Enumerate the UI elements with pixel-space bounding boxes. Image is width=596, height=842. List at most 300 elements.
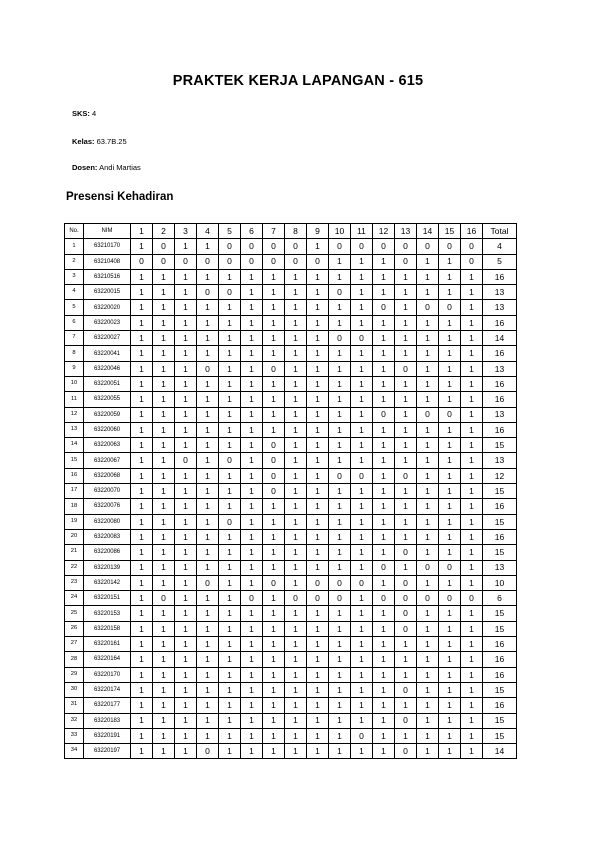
attendance-cell: 1: [263, 331, 285, 346]
attendance-cell: 1: [439, 331, 461, 346]
attendance-cell: 1: [373, 575, 395, 590]
row-number: 18: [65, 499, 84, 514]
attendance-cell: 1: [263, 407, 285, 422]
attendance-cell: 1: [241, 269, 263, 284]
attendance-cell: 1: [263, 606, 285, 621]
attendance-cell: 1: [417, 728, 439, 743]
attendance-cell: 1: [197, 484, 219, 499]
attendance-cell: 1: [153, 713, 175, 728]
attendance-cell: 1: [241, 682, 263, 697]
attendance-cell: 1: [131, 545, 153, 560]
attendance-cell: 0: [395, 254, 417, 269]
attendance-cell: 1: [285, 606, 307, 621]
attendance-cell: 1: [373, 422, 395, 437]
attendance-cell: 1: [307, 376, 329, 391]
attendance-cell: 1: [197, 728, 219, 743]
table-row: [65, 392, 517, 407]
attendance-cell: 1: [175, 652, 197, 667]
attendance-cell: 1: [329, 728, 351, 743]
attendance-cell: 0: [395, 591, 417, 606]
dosen-line: [72, 163, 141, 172]
attendance-cell: 1: [439, 637, 461, 652]
attendance-cell: 1: [175, 239, 197, 254]
student-nim: 63220060: [84, 422, 131, 437]
attendance-cell: 1: [175, 545, 197, 560]
row-number: 25: [65, 606, 84, 621]
attendance-cell: 1: [351, 682, 373, 697]
attendance-cell: 1: [197, 392, 219, 407]
attendance-cell: 1: [241, 285, 263, 300]
student-nim: 63220041: [84, 346, 131, 361]
attendance-cell: 1: [329, 361, 351, 376]
row-total: 5: [483, 254, 517, 269]
table-row: [65, 713, 517, 728]
table-row: [65, 376, 517, 391]
attendance-cell: 1: [285, 422, 307, 437]
attendance-cell: 1: [263, 713, 285, 728]
attendance-cell: 1: [373, 667, 395, 682]
attendance-cell: 1: [307, 713, 329, 728]
attendance-cell: 1: [417, 346, 439, 361]
attendance-cell: 1: [197, 376, 219, 391]
attendance-cell: 1: [373, 606, 395, 621]
attendance-cell: 1: [439, 728, 461, 743]
attendance-cell: 1: [285, 545, 307, 560]
attendance-cell: 1: [373, 453, 395, 468]
attendance-cell: 1: [417, 269, 439, 284]
attendance-cell: 1: [197, 698, 219, 713]
header-session-12: 12: [373, 224, 395, 239]
attendance-cell: 1: [197, 652, 219, 667]
attendance-cell: 1: [329, 407, 351, 422]
attendance-cell: 0: [263, 468, 285, 483]
attendance-cell: 1: [395, 269, 417, 284]
student-nim: 63220139: [84, 560, 131, 575]
attendance-cell: 1: [153, 682, 175, 697]
header-session-11: 11: [351, 224, 373, 239]
attendance-cell: 1: [153, 499, 175, 514]
attendance-cell: 1: [131, 361, 153, 376]
attendance-cell: 1: [417, 315, 439, 330]
attendance-cell: 1: [329, 560, 351, 575]
attendance-cell: 1: [131, 606, 153, 621]
student-nim: 63220174: [84, 682, 131, 697]
attendance-cell: 1: [263, 315, 285, 330]
attendance-cell: 1: [175, 621, 197, 636]
attendance-cell: 1: [241, 346, 263, 361]
attendance-cell: 1: [329, 315, 351, 330]
header-session-14: 14: [417, 224, 439, 239]
attendance-cell: 1: [461, 713, 483, 728]
row-number: 17: [65, 484, 84, 499]
attendance-cell: 1: [131, 637, 153, 652]
dosen-value: Andi Martias: [99, 163, 141, 172]
row-total: 15: [483, 682, 517, 697]
attendance-cell: 1: [285, 667, 307, 682]
section-title: Presensi Kehadiran: [66, 191, 174, 203]
row-number: 22: [65, 560, 84, 575]
attendance-cell: 1: [461, 514, 483, 529]
table-row: [65, 606, 517, 621]
attendance-cell: 1: [329, 484, 351, 499]
attendance-cell: 1: [131, 713, 153, 728]
attendance-cell: 0: [373, 407, 395, 422]
attendance-cell: 1: [461, 728, 483, 743]
kelas-line: [72, 137, 127, 146]
attendance-cell: 1: [395, 514, 417, 529]
attendance-cell: 1: [461, 682, 483, 697]
attendance-cell: 1: [307, 545, 329, 560]
attendance-cell: 1: [351, 545, 373, 560]
attendance-cell: 1: [153, 331, 175, 346]
attendance-cell: 1: [351, 652, 373, 667]
attendance-cell: 0: [285, 591, 307, 606]
attendance-cell: 1: [175, 499, 197, 514]
attendance-cell: 0: [153, 254, 175, 269]
attendance-cell: 1: [329, 392, 351, 407]
attendance-cell: 1: [241, 606, 263, 621]
attendance-cell: 1: [351, 376, 373, 391]
attendance-cell: 0: [175, 254, 197, 269]
attendance-cell: 1: [131, 682, 153, 697]
row-number: 27: [65, 637, 84, 652]
attendance-cell: 1: [131, 652, 153, 667]
attendance-cell: 1: [329, 346, 351, 361]
attendance-cell: 1: [461, 361, 483, 376]
attendance-cell: 1: [351, 621, 373, 636]
attendance-cell: 1: [439, 667, 461, 682]
attendance-cell: 0: [351, 468, 373, 483]
attendance-cell: 1: [461, 407, 483, 422]
attendance-cell: 1: [373, 728, 395, 743]
attendance-cell: 1: [263, 285, 285, 300]
attendance-cell: 1: [241, 744, 263, 759]
attendance-cell: 0: [417, 300, 439, 315]
student-nim: 63220020: [84, 300, 131, 315]
attendance-cell: 1: [307, 529, 329, 544]
attendance-cell: 0: [197, 285, 219, 300]
attendance-cell: 1: [329, 269, 351, 284]
attendance-cell: 1: [329, 637, 351, 652]
attendance-cell: 1: [241, 667, 263, 682]
attendance-cell: 1: [175, 667, 197, 682]
attendance-cell: 1: [351, 591, 373, 606]
attendance-cell: 1: [351, 438, 373, 453]
attendance-cell: 1: [461, 331, 483, 346]
attendance-cell: 1: [241, 376, 263, 391]
attendance-cell: 1: [373, 621, 395, 636]
attendance-cell: 1: [395, 499, 417, 514]
table-header-row: [65, 224, 517, 239]
student-nim: 63220055: [84, 392, 131, 407]
attendance-cell: 1: [285, 407, 307, 422]
attendance-cell: 1: [131, 392, 153, 407]
attendance-cell: 1: [329, 606, 351, 621]
attendance-cell: 1: [285, 698, 307, 713]
attendance-cell: 1: [175, 606, 197, 621]
attendance-cell: 1: [439, 545, 461, 560]
row-number: 7: [65, 331, 84, 346]
attendance-cell: 1: [373, 468, 395, 483]
attendance-cell: 1: [197, 453, 219, 468]
attendance-cell: 0: [395, 682, 417, 697]
attendance-cell: 0: [417, 591, 439, 606]
attendance-cell: 1: [219, 728, 241, 743]
table-row: [65, 591, 517, 606]
attendance-cell: 0: [263, 575, 285, 590]
attendance-cell: 1: [241, 315, 263, 330]
row-number: 16: [65, 468, 84, 483]
attendance-cell: 1: [219, 560, 241, 575]
attendance-cell: 1: [351, 361, 373, 376]
attendance-cell: 1: [285, 560, 307, 575]
attendance-cell: 1: [153, 346, 175, 361]
attendance-cell: 1: [351, 285, 373, 300]
row-total: 16: [483, 346, 517, 361]
table-row: [65, 438, 517, 453]
attendance-cell: 1: [461, 376, 483, 391]
attendance-cell: 1: [461, 285, 483, 300]
row-total: 13: [483, 453, 517, 468]
attendance-cell: 1: [351, 606, 373, 621]
header-session-5: 5: [219, 224, 241, 239]
attendance-cell: 1: [307, 300, 329, 315]
student-nim: 63220023: [84, 315, 131, 330]
attendance-cell: 0: [395, 713, 417, 728]
attendance-cell: 0: [307, 575, 329, 590]
attendance-cell: 1: [329, 376, 351, 391]
attendance-cell: 1: [439, 285, 461, 300]
table-row: [65, 545, 517, 560]
attendance-cell: 1: [461, 392, 483, 407]
attendance-cell: 1: [175, 346, 197, 361]
row-number: 24: [65, 591, 84, 606]
row-total: 16: [483, 652, 517, 667]
attendance-cell: 0: [351, 331, 373, 346]
attendance-cell: 1: [241, 713, 263, 728]
attendance-cell: 1: [241, 438, 263, 453]
attendance-cell: 1: [351, 300, 373, 315]
attendance-cell: 0: [219, 453, 241, 468]
attendance-cell: 1: [153, 560, 175, 575]
attendance-cell: 1: [263, 545, 285, 560]
table-row: [65, 499, 517, 514]
table-row: [65, 422, 517, 437]
attendance-cell: 1: [219, 300, 241, 315]
table-row: [65, 514, 517, 529]
attendance-cell: 0: [241, 239, 263, 254]
attendance-cell: 0: [197, 361, 219, 376]
row-total: 16: [483, 637, 517, 652]
attendance-cell: 1: [219, 392, 241, 407]
attendance-cell: 1: [219, 529, 241, 544]
attendance-cell: 1: [131, 591, 153, 606]
attendance-cell: 1: [175, 728, 197, 743]
attendance-cell: 1: [373, 637, 395, 652]
attendance-cell: 1: [439, 453, 461, 468]
attendance-cell: 1: [351, 499, 373, 514]
attendance-cell: 0: [197, 744, 219, 759]
attendance-cell: 1: [307, 438, 329, 453]
attendance-cell: 1: [307, 606, 329, 621]
attendance-cell: 1: [153, 484, 175, 499]
attendance-cell: 1: [373, 744, 395, 759]
attendance-cell: 1: [153, 728, 175, 743]
attendance-cell: 1: [153, 407, 175, 422]
attendance-cell: 1: [417, 575, 439, 590]
header-session-9: 9: [307, 224, 329, 239]
attendance-cell: 1: [461, 346, 483, 361]
attendance-cell: 1: [417, 545, 439, 560]
table-row: [65, 239, 517, 254]
attendance-cell: 0: [329, 285, 351, 300]
student-nim: 63210516: [84, 269, 131, 284]
row-number: 20: [65, 529, 84, 544]
attendance-cell: 1: [417, 637, 439, 652]
attendance-cell: 1: [351, 346, 373, 361]
attendance-cell: 1: [153, 269, 175, 284]
row-total: 12: [483, 468, 517, 483]
attendance-cell: 0: [219, 514, 241, 529]
row-number: 28: [65, 652, 84, 667]
student-nim: 63220059: [84, 407, 131, 422]
attendance-cell: 1: [285, 575, 307, 590]
attendance-cell: 0: [351, 728, 373, 743]
row-number: 3: [65, 269, 84, 284]
row-number: 23: [65, 575, 84, 590]
attendance-cell: 1: [373, 545, 395, 560]
attendance-cell: 1: [351, 407, 373, 422]
attendance-cell: 1: [461, 606, 483, 621]
header-total: Total: [483, 224, 517, 239]
attendance-cell: 1: [263, 728, 285, 743]
attendance-cell: 1: [263, 499, 285, 514]
attendance-cell: 1: [175, 744, 197, 759]
attendance-cell: 1: [131, 315, 153, 330]
attendance-cell: 1: [131, 529, 153, 544]
attendance-cell: 1: [241, 407, 263, 422]
attendance-cell: 0: [461, 254, 483, 269]
student-nim: 63220051: [84, 376, 131, 391]
attendance-cell: 1: [197, 606, 219, 621]
attendance-cell: 1: [439, 713, 461, 728]
row-total: 13: [483, 407, 517, 422]
row-total: 15: [483, 484, 517, 499]
attendance-cell: 1: [373, 682, 395, 697]
attendance-cell: 1: [219, 376, 241, 391]
attendance-cell: 1: [329, 453, 351, 468]
attendance-cell: 1: [307, 269, 329, 284]
attendance-cell: 1: [197, 529, 219, 544]
attendance-cell: 1: [439, 514, 461, 529]
attendance-cell: 1: [175, 637, 197, 652]
row-number: 11: [65, 392, 84, 407]
attendance-cell: 1: [197, 545, 219, 560]
header-session-10: 10: [329, 224, 351, 239]
table-row: [65, 346, 517, 361]
attendance-cell: 1: [307, 698, 329, 713]
table-row: [65, 728, 517, 743]
attendance-cell: 1: [373, 254, 395, 269]
attendance-cell: 1: [307, 422, 329, 437]
attendance-cell: 1: [461, 269, 483, 284]
row-number: 8: [65, 346, 84, 361]
attendance-cell: 1: [219, 484, 241, 499]
table-row: [65, 560, 517, 575]
attendance-cell: 1: [373, 529, 395, 544]
attendance-cell: 1: [219, 637, 241, 652]
attendance-cell: 1: [307, 667, 329, 682]
attendance-cell: 0: [395, 239, 417, 254]
attendance-cell: 0: [263, 438, 285, 453]
attendance-cell: 0: [395, 468, 417, 483]
attendance-cell: 1: [175, 698, 197, 713]
table-row: [65, 637, 517, 652]
attendance-cell: 1: [373, 652, 395, 667]
attendance-cell: 1: [461, 744, 483, 759]
attendance-cell: 1: [131, 468, 153, 483]
attendance-cell: 1: [461, 698, 483, 713]
attendance-cell: 1: [439, 499, 461, 514]
attendance-cell: 1: [241, 484, 263, 499]
row-number: 32: [65, 713, 84, 728]
table-row: [65, 698, 517, 713]
attendance-cell: 1: [197, 591, 219, 606]
attendance-cell: 1: [417, 376, 439, 391]
attendance-cell: 1: [241, 545, 263, 560]
attendance-cell: 1: [329, 499, 351, 514]
attendance-cell: 1: [461, 315, 483, 330]
table-row: [65, 682, 517, 697]
attendance-cell: 1: [417, 392, 439, 407]
attendance-cell: 0: [329, 575, 351, 590]
attendance-cell: 1: [395, 453, 417, 468]
attendance-cell: 1: [395, 315, 417, 330]
attendance-cell: 0: [395, 575, 417, 590]
table-row: [65, 744, 517, 759]
attendance-cell: 1: [175, 484, 197, 499]
attendance-cell: 1: [307, 514, 329, 529]
attendance-cell: 1: [307, 331, 329, 346]
attendance-cell: 1: [373, 438, 395, 453]
attendance-cell: 1: [439, 376, 461, 391]
attendance-cell: 1: [439, 682, 461, 697]
attendance-cell: 1: [439, 422, 461, 437]
attendance-cell: 1: [395, 285, 417, 300]
attendance-cell: 1: [395, 346, 417, 361]
attendance-cell: 1: [439, 438, 461, 453]
attendance-cell: 1: [307, 392, 329, 407]
attendance-cell: 0: [351, 239, 373, 254]
row-total: 13: [483, 361, 517, 376]
sks-line: [72, 109, 96, 118]
attendance-cell: 1: [395, 300, 417, 315]
row-total: 16: [483, 698, 517, 713]
row-total: 15: [483, 438, 517, 453]
attendance-cell: 1: [153, 652, 175, 667]
attendance-cell: 1: [175, 300, 197, 315]
attendance-cell: 1: [329, 652, 351, 667]
row-total: 16: [483, 392, 517, 407]
header-session-1: 1: [131, 224, 153, 239]
attendance-cell: 1: [395, 484, 417, 499]
attendance-cell: 0: [153, 591, 175, 606]
row-total: 14: [483, 744, 517, 759]
attendance-cell: 1: [417, 606, 439, 621]
student-nim: 63220027: [84, 331, 131, 346]
attendance-cell: 1: [131, 331, 153, 346]
header-no: No.: [65, 224, 84, 239]
